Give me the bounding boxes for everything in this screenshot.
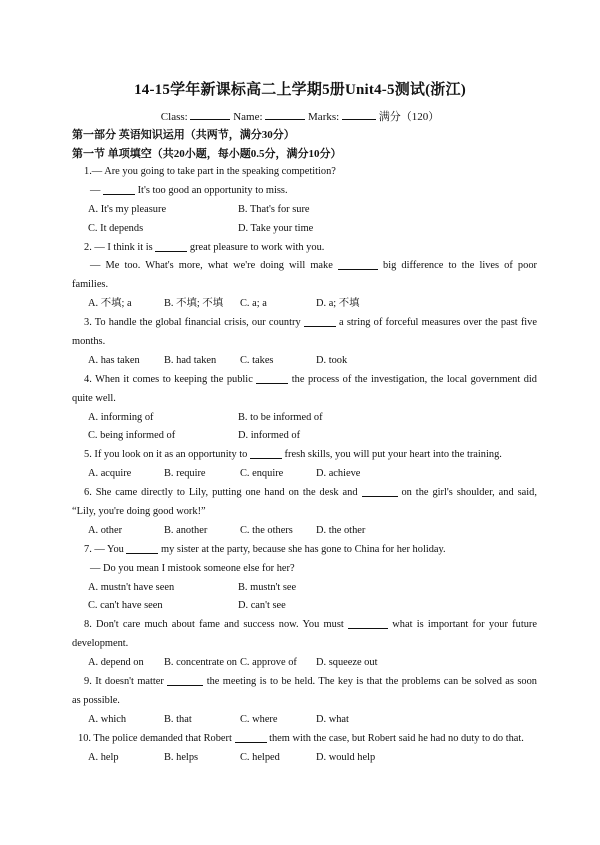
answer-blank[interactable] (362, 485, 398, 497)
part-heading: 第一部分 英语知识运用（共两节，满分30分） (72, 129, 295, 141)
question-continuation: quite well. (72, 392, 116, 404)
option-c[interactable]: C. It depends (88, 222, 144, 234)
option-c[interactable]: C. takes (240, 354, 274, 366)
marks-blank[interactable] (342, 109, 376, 120)
question-stem (84, 616, 537, 635)
question-1 (72, 163, 537, 239)
stem-text: my sister at the party, because she has gone to China for her holiday. (158, 543, 446, 555)
question-9 (72, 673, 537, 730)
answer-blank[interactable] (167, 674, 203, 686)
option-a[interactable]: A. mustn't have seen (88, 581, 175, 593)
class-blank[interactable] (190, 109, 230, 120)
stem-text: fresh skills, you will put your heart into the training. (281, 449, 502, 461)
options-row (88, 597, 537, 616)
stem-text: a string of forceful measures over the past five (339, 317, 537, 329)
option-c[interactable]: C. a; a (240, 298, 267, 310)
marks-label: Marks: (308, 111, 340, 123)
option-c[interactable]: C. can't have seen (88, 600, 163, 612)
question-stem (84, 673, 537, 692)
answer-blank[interactable] (348, 617, 388, 629)
option-c[interactable]: C. being informed of (88, 430, 176, 442)
option-d[interactable]: D. squeeze out (316, 657, 378, 669)
question-continuation: “Lily, you're doing good work!” (72, 506, 206, 518)
option-b[interactable]: B. that (164, 713, 192, 725)
options-row (88, 427, 537, 446)
stem-text: them with the case, but Robert said he had no duty to do that. (266, 732, 524, 744)
option-b[interactable]: B. another (164, 524, 208, 536)
answer-blank[interactable] (235, 731, 267, 743)
option-b[interactable]: B. helps (164, 751, 199, 763)
question-stem (84, 239, 537, 258)
option-b[interactable]: B. That's for sure (238, 203, 310, 215)
question-10 (72, 730, 537, 768)
options-row (88, 654, 537, 673)
option-d[interactable]: D. took (316, 354, 348, 366)
option-d[interactable]: D. a; 不填 (316, 298, 360, 310)
question-stem (84, 446, 537, 465)
question-3 (72, 314, 537, 371)
answer-blank[interactable] (250, 447, 282, 459)
question-continuation: months. (72, 336, 106, 348)
option-d[interactable]: D. what (316, 713, 349, 725)
question-stem: 1.— Are you going to take part in the speaking competition? (84, 166, 336, 177)
options-row (88, 220, 537, 239)
answer-blank[interactable] (155, 240, 187, 252)
option-b[interactable]: B. mustn't see (238, 581, 297, 593)
option-a[interactable]: A. It's my pleasure (88, 203, 167, 215)
answer-blank[interactable] (103, 183, 135, 195)
options-row (88, 295, 537, 314)
stem-text: 4. When it comes to keeping the public (84, 373, 257, 385)
option-b[interactable]: B. to be informed of (238, 411, 323, 423)
options-row (88, 749, 537, 768)
option-a[interactable]: A. help (88, 751, 119, 763)
option-d[interactable]: D. would help (316, 751, 376, 763)
question-stem (84, 314, 537, 333)
question-list (72, 163, 537, 768)
option-a[interactable]: A. has taken (88, 354, 140, 366)
stem-text: 5. If you look on it as an opportunity to (84, 449, 250, 461)
question-reply: — Do you mean I mistook someone else for her? (90, 562, 295, 574)
stem-text: 2. — I think it is (84, 241, 156, 253)
options-row (88, 522, 537, 541)
student-info-line (0, 108, 600, 124)
stem-text: 9. It doesn't matter (84, 676, 168, 688)
question-reply (90, 182, 537, 201)
option-a[interactable]: A. which (88, 713, 127, 725)
option-a[interactable]: A. acquire (88, 468, 132, 480)
option-d[interactable]: D. Take your time (238, 222, 314, 234)
question-continuation: families. (72, 279, 109, 291)
question-2 (72, 239, 537, 315)
question-stem (84, 541, 537, 560)
options-row (88, 201, 537, 220)
reply-text: It's too good an opportunity to miss. (135, 184, 288, 196)
answer-blank[interactable] (256, 372, 288, 384)
answer-blank[interactable] (338, 258, 378, 270)
answer-blank[interactable] (304, 315, 336, 327)
option-d[interactable]: D. informed of (238, 430, 301, 442)
class-label: Class: (160, 111, 188, 123)
stem-text: 7. — You (84, 543, 127, 555)
option-c[interactable]: C. approve of (240, 657, 297, 669)
stem-text: the process of the investigation, the local government did (291, 373, 537, 385)
options-row (88, 711, 537, 730)
score-label: 满分（120） (378, 111, 440, 123)
question-6 (72, 484, 537, 541)
options-row (88, 465, 537, 484)
question-4 (72, 371, 537, 447)
stem-text: on the girl's shoulder, and said, (401, 487, 537, 499)
question-continuation: development. (72, 638, 129, 650)
page-title: 14-15学年新课标高二上学期5册Unit4-5测试(浙江) (134, 82, 466, 98)
option-a[interactable]: A. informing of (88, 411, 154, 423)
options-row (88, 579, 537, 598)
question-stem (84, 484, 537, 503)
option-c[interactable]: C. where (240, 713, 278, 725)
option-d[interactable]: D. can't see (238, 600, 286, 612)
option-d[interactable]: D. achieve (316, 468, 361, 480)
question-5 (72, 446, 537, 484)
question-stem (78, 730, 537, 749)
question-reply (90, 257, 537, 276)
option-a[interactable]: A. 不填; a (88, 298, 132, 310)
options-row (88, 352, 537, 371)
question-continuation: as possible. (72, 694, 120, 706)
stem-text: great pleasure to work with you. (187, 241, 325, 253)
question-8 (72, 616, 537, 673)
question-stem (84, 371, 537, 390)
stem-text: the meeting is to be held. The key is that the problems can be solved as soon (206, 676, 537, 688)
stem-text: 8. Don't care much about fame and success now. You must (84, 619, 349, 631)
stem-text: 6. She came directly to Lily, putting one hand on the desk and (84, 487, 362, 499)
reply-text: — (90, 184, 103, 196)
section-heading: 第一节 单项填空（共20小题，每小题0.5分，满分10分） (72, 148, 342, 160)
name-label: Name: (233, 111, 263, 123)
option-d[interactable]: D. the other (316, 524, 366, 536)
option-c[interactable]: C. helped (240, 751, 280, 763)
reply-text: big difference to the lives of poor (383, 260, 537, 272)
option-b[interactable]: B. concentrate on (164, 657, 237, 669)
options-row (88, 409, 537, 428)
option-b[interactable]: B. require (164, 468, 206, 480)
option-c[interactable]: C. enquire (240, 468, 284, 480)
option-a[interactable]: A. depend on (88, 657, 144, 669)
answer-blank[interactable] (126, 542, 158, 554)
option-c[interactable]: C. the others (240, 524, 293, 536)
name-blank[interactable] (265, 109, 305, 120)
question-7 (72, 541, 537, 617)
option-a[interactable]: A. other (88, 524, 123, 536)
reply-text: — Me too. What's more, what we're doing will make (90, 260, 338, 272)
stem-text: 3. To handle the global financial crisis, our country (84, 317, 304, 329)
option-b[interactable]: B. had taken (164, 354, 217, 366)
stem-text: what is important for your future (392, 619, 537, 631)
option-b[interactable]: B. 不填; 不填 (164, 298, 224, 310)
stem-text: 10. The police demanded that Robert (78, 732, 235, 744)
